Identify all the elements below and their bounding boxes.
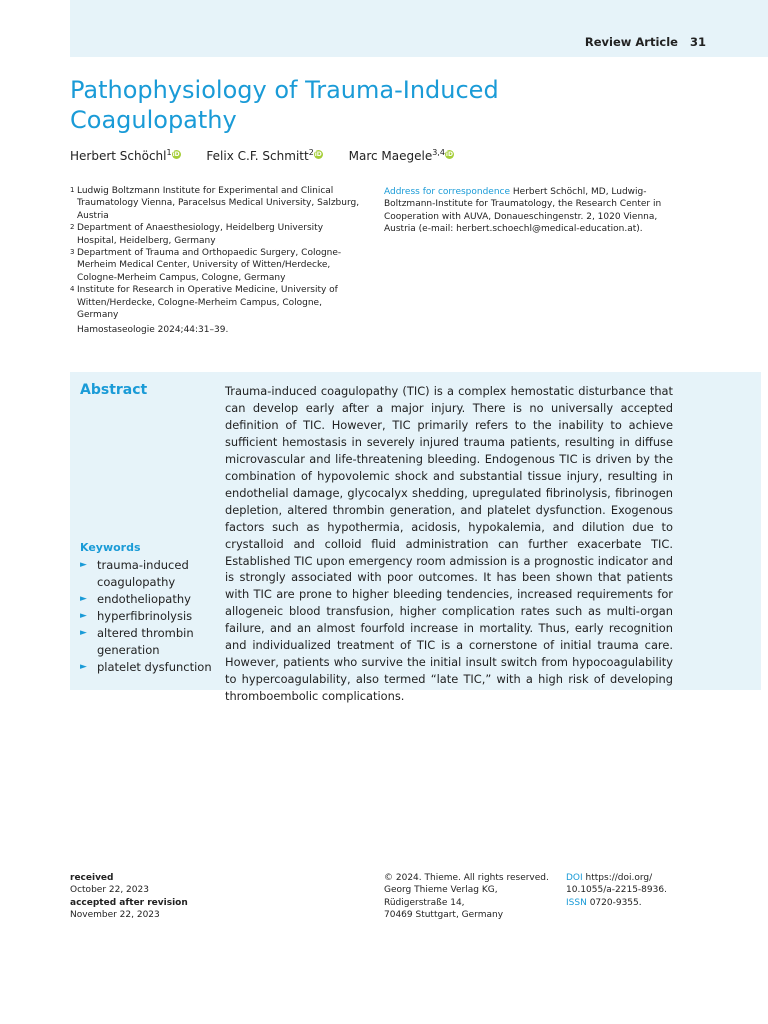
author: Herbert Schöchl$^1$iD [70, 148, 180, 163]
orcid-icon[interactable]: iD [445, 151, 453, 158]
bullet-arrow-icon: ► [80, 662, 87, 672]
keyword-item: ► endotheliopathy [80, 592, 191, 606]
doi-link[interactable]: https://doi.org/ [585, 873, 653, 883]
author: Felix C.F. Schmitt$^2$iD [206, 148, 322, 163]
received-dates [70, 872, 188, 922]
affiliation: 1 Ludwig Boltzmann Institute for Experimental and Clinical Traumatology Vienna, Paracelsus Medical University, Salzburg, Austria [70, 186, 360, 221]
page-number: 31 [689, 35, 706, 49]
abstract-heading: Abstract [80, 382, 148, 398]
keyword-item: ► altered thrombin generation [80, 626, 194, 657]
received-date: October 22, 2023 [70, 885, 149, 896]
keyword-item: ► trauma-induced coagulopathy [80, 558, 189, 589]
doi-label: DOI [566, 873, 583, 883]
keyword-item: ► hyperfibrinolysis [80, 609, 193, 623]
accepted-label: accepted after revision [70, 897, 188, 908]
article-type: Review Article [584, 35, 678, 49]
doi-link[interactable]: 10.1055/a-2215-8936. [566, 885, 667, 896]
issn-label: ISSN [566, 897, 587, 908]
correspondence [384, 186, 684, 236]
accepted-date: November 22, 2023 [70, 910, 160, 921]
bullet-arrow-icon: ► [80, 560, 87, 570]
bullet-arrow-icon: ► [80, 611, 87, 621]
bullet-arrow-icon: ► [80, 594, 87, 604]
orcid-icon[interactable]: iD [314, 151, 322, 158]
author: Marc Maegele$^{3,4}$iD [348, 148, 453, 163]
correspondence-label: Address for correspondence [384, 187, 511, 197]
doi-issn [566, 872, 667, 909]
abstract-text: Trauma-induced coagulopathy (TIC) is a complex hemostatic disturbance that can develop early after a major injury. There is no universally accepted definition of TIC. However, TIC primarily refers to the inability to achieve sufficient hemostasis in severely injured trauma patients, resulting in diffuse microvascular and life-threatening bleeding. Endogenous TIC is driven by the combination of hypovolemic shock and substantial tissue injury, resulting in endothelial damage, glycocalyx shedding, upregulated fibrinolysis, fibrinogen depletion, altered thrombin generation, and platelet dysfunction. Exogenous factors such as hypothermia, acidosis, hypokalemia, and dilution due to crystalloid and colloid fluid administration can further exacerbate TIC. Established TIC upon emergency room admission is a prognostic indicator and is strongly associated with poor outcomes. It has been shown that patients with TIC are prone to higher bleeding tendencies, increased requirements for allogeneic blood transfusion, higher complication rates such as multi-organ failure, and an almost fourfold increase in mortality. Thus, early recognition and individualized treatment of TIC is a cornerstone of initial trauma care. However, patients who survive the initial insult switch from hypocoagulability to hypercoagulability, also termed “late TIC,” with a high risk of developing thromboembolic complications. [225, 384, 673, 704]
affiliation: 3 Department of Trauma and Orthopaedic Surgery, Cologne-Merheim Medical Center, University of Witten/Herdecke, Cologne-Merheim Campus, Cologne, Germany [70, 248, 342, 283]
running-head [585, 35, 706, 49]
affiliation: 2 Department of Anaesthesiology, Heidelberg University Hospital, Heidelberg, Germany [70, 223, 324, 246]
citation: Hamostaseologie 2024;44:31–39. [77, 325, 229, 335]
copyright: © 2024. Thieme. All rights reserved. Georg Thieme Verlag KG, Rüdigerstraße 14, 70469 Stuttgart, Germany [384, 873, 549, 921]
author-list [70, 148, 476, 163]
keywords-list [80, 557, 220, 676]
issn-value: 0720-9355. [589, 897, 642, 908]
affiliations [70, 185, 362, 321]
bullet-arrow-icon: ► [80, 628, 87, 638]
keywords-heading: Keywords [80, 541, 141, 554]
article-title: Pathophysiology of Trauma-Induced Coagulopathy [70, 76, 499, 134]
keyword-item: ► platelet dysfunction [80, 660, 212, 674]
orcid-icon[interactable]: iD [172, 151, 180, 158]
received-label: received [70, 873, 114, 883]
correspondence-text: Herbert Schöchl, MD, Ludwig-Boltzmann-Institute for Traumatology, the Research Center in Cooperation with AUVA, Donaueschingenstr. 2, 1020 Vienna, Austria (e-mail: herbert.schoechl@medical-education.at). [384, 187, 662, 235]
affiliation: 4 Institute for Research in Operative Medicine, University of Witten/Herdecke, Cologne-Merheim Campus, Cologne, Germany [70, 285, 338, 321]
